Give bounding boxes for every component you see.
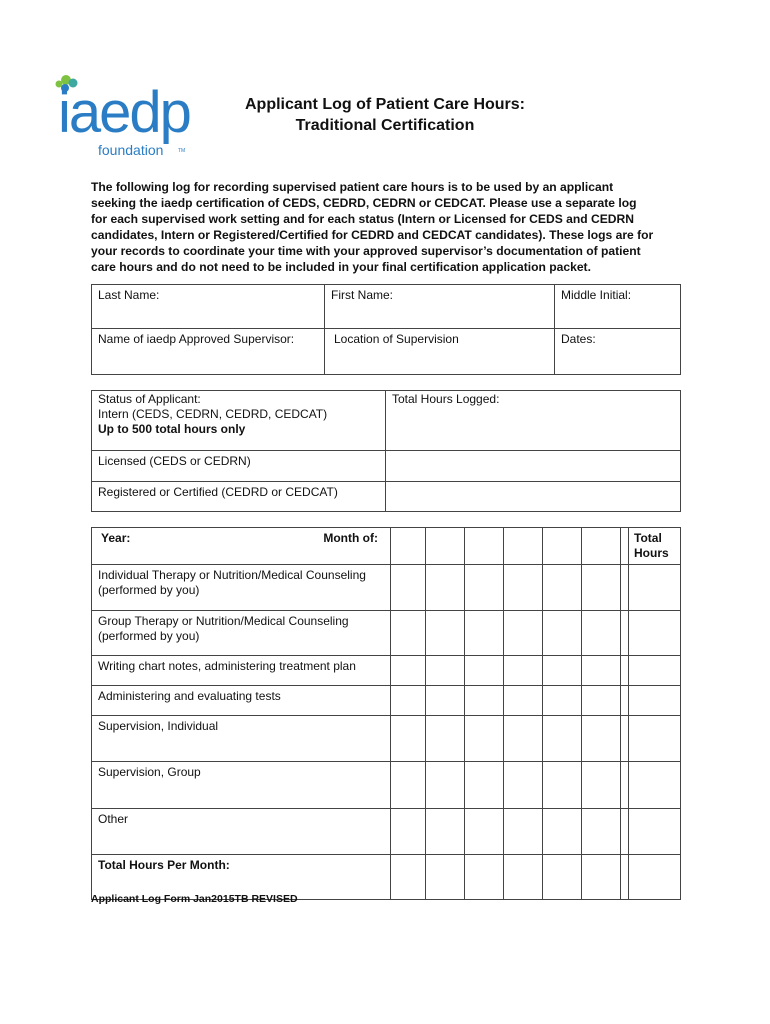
location-field[interactable] [325,329,555,375]
log-row-chart-notes [92,656,681,686]
row-label-line2: (performed by you) [98,629,200,643]
row-total-cell[interactable] [629,686,681,716]
hours-cell[interactable] [426,611,465,656]
svg-text:TM: TM [178,148,186,154]
row-label-line1: Supervision, Group [98,765,201,779]
total-hours-header-line2: Hours [634,546,669,560]
first-name-field[interactable] [325,285,555,329]
status-intern-note: Up to 500 total hours only [98,422,246,436]
month-cell[interactable] [582,528,621,565]
hours-cell[interactable] [426,656,465,686]
middle-initial-field[interactable] [555,285,681,329]
hours-cell[interactable] [426,762,465,809]
row-total-cell[interactable] [629,809,681,855]
total-hours-logged-label: Total Hours Logged: [392,392,500,406]
hours-cell[interactable] [426,716,465,762]
month-label: Month of: [323,531,378,545]
hours-cell[interactable] [504,762,543,809]
hours-cell[interactable] [543,809,582,855]
row-total-cell[interactable] [629,656,681,686]
intro-line: for each supervised work setting and for each status (Intern or Licensed for CEDS and CEDRN [91,211,634,226]
status-licensed-label: Licensed (CEDS or CEDRN) [98,454,251,468]
status-intern-label: Intern (CEDS, CEDRN, CEDRD, CEDCAT) [98,407,328,421]
row-label-line1: Group Therapy or Nutrition/Medical Counseling [98,614,349,628]
row-total-cell[interactable] [629,611,681,656]
log-row-group-therapy [92,611,681,656]
month-cell[interactable] [504,528,543,565]
total-hours-header-line1: Total [634,531,662,545]
hours-cell[interactable] [543,762,582,809]
licensed-hours-field[interactable] [386,451,681,482]
hours-cell[interactable] [504,656,543,686]
supervisor-label: Name of iaedp Approved Supervisor: [98,332,295,346]
month-total-cell[interactable] [426,855,465,900]
total-hours-header [629,528,681,565]
hours-cell[interactable] [391,716,426,762]
hours-cell[interactable] [582,611,621,656]
page-title-line1: Applicant Log of Patient Care Hours: [244,96,525,113]
month-total-cell[interactable] [543,855,582,900]
month-cell[interactable] [391,528,426,565]
hours-cell[interactable] [543,656,582,686]
intro-line: The following log for recording supervised patient care hours is to be used by an applicant [91,180,614,194]
grand-total-cell[interactable] [629,855,681,900]
row-label [92,809,391,855]
hours-cell[interactable] [582,686,621,716]
hours-cell[interactable] [582,716,621,762]
row-label [92,656,391,686]
log-row-individual-therapy [92,565,681,611]
hours-cell[interactable] [582,762,621,809]
hours-cell[interactable] [621,565,629,611]
hours-cell[interactable] [504,686,543,716]
hours-cell[interactable] [426,686,465,716]
month-total-cell[interactable] [504,855,543,900]
hours-cell[interactable] [582,656,621,686]
row-label-line1: Individual Therapy or Nutrition/Medical Counseling [98,568,366,582]
hours-cell[interactable] [543,716,582,762]
hours-cell[interactable] [504,809,543,855]
last-name-label: Last Name: [98,288,160,302]
form-footer: Applicant Log Form Jan2015TB REVISED [91,893,298,905]
log-row-supervision-group [92,762,681,809]
total-per-month-label: Total Hours Per Month: [92,855,391,900]
month-total-cell[interactable] [391,855,426,900]
month-total-cell[interactable] [465,855,504,900]
log-row-tests [92,686,681,716]
row-label [92,762,391,809]
log-row-supervision-individual [92,716,681,762]
location-label: Location of Supervision [334,332,459,346]
intro-line: your records to coordinate your time with your approved supervisor’s documentation of patient [91,243,641,258]
hours-cell[interactable] [582,809,621,855]
hours-cell[interactable] [391,762,426,809]
svg-text:iaedp: iaedp [58,80,190,145]
row-label [92,716,391,762]
hours-cell[interactable] [621,809,629,855]
middle-initial-label: Middle Initial: [561,288,632,302]
row-label-line1: Supervision, Individual [98,719,219,733]
log-row-other [92,809,681,855]
hours-cell[interactable] [391,565,426,611]
row-total-cell[interactable] [629,565,681,611]
row-label [92,686,391,716]
hours-cell[interactable] [543,686,582,716]
hours-cell[interactable] [465,656,504,686]
row-label-line2: (performed by you) [98,583,200,597]
year-month-header [92,528,391,565]
dates-label: Dates: [561,332,596,346]
hours-cell[interactable] [391,656,426,686]
first-name-label: First Name: [331,288,394,302]
hours-cell[interactable] [465,762,504,809]
row-label [92,565,391,611]
total-hours-logged-field[interactable] [386,391,681,451]
status-header: Status of Applicant: [98,392,201,406]
hours-cell[interactable] [465,611,504,656]
status-licensed-cell [92,451,386,482]
hours-cell[interactable] [621,686,629,716]
hours-cell[interactable] [391,686,426,716]
hours-cell[interactable] [465,686,504,716]
hours-cell[interactable] [465,809,504,855]
hours-cell[interactable] [504,565,543,611]
intro-paragraph [91,180,683,275]
hours-cell[interactable] [504,716,543,762]
hours-cell[interactable] [621,762,629,809]
month-total-cell[interactable] [582,855,621,900]
svg-text:foundation: foundation [98,142,164,158]
hours-cell[interactable] [465,565,504,611]
row-label-line1: Writing chart notes, administering treatment plan [98,659,356,673]
intro-line: candidates, Intern or Registered/Certified for CEDRD and CEDCAT candidates). These logs are for [91,227,654,242]
hours-log-table [91,527,681,900]
hours-cell[interactable] [391,809,426,855]
row-label [92,611,391,656]
year-label: Year: [101,531,131,545]
status-table [91,390,681,512]
intro-line: care hours and do not need to be included in your final certification application packet. [91,259,591,274]
logo-graphic [52,70,212,162]
hours-cell[interactable] [543,611,582,656]
dates-field[interactable] [555,329,681,375]
month-cell[interactable] [426,528,465,565]
hours-cell[interactable] [391,611,426,656]
hours-cell[interactable] [543,565,582,611]
row-label-line1: Administering and evaluating tests [98,689,281,703]
hours-cell[interactable] [465,716,504,762]
status-intern-cell [92,391,386,451]
page-title-line2: Traditional Certification [295,117,475,134]
row-total-cell[interactable] [629,716,681,762]
hours-cell[interactable] [621,656,629,686]
intro-line: seeking the iaedp certification of CEDS, CEDRD, CEDRN or CEDCAT. Please use a separate log [91,195,637,210]
applicant-info-table [91,284,681,375]
month-cell[interactable] [465,528,504,565]
hours-cell[interactable] [582,565,621,611]
row-total-cell[interactable] [629,762,681,809]
month-total-cell[interactable] [621,855,629,900]
hours-cell[interactable] [504,611,543,656]
registered-hours-field[interactable] [386,482,681,512]
month-cell[interactable] [621,528,629,565]
hours-cell[interactable] [426,809,465,855]
supervisor-field[interactable] [92,329,325,375]
last-name-field[interactable] [92,285,325,329]
month-cell[interactable] [543,528,582,565]
status-registered-cell [92,482,386,512]
iaedp-foundation-logo [52,70,212,162]
row-label-line1: Other [98,812,129,826]
hours-cell[interactable] [621,611,629,656]
hours-cell[interactable] [426,565,465,611]
hours-cell[interactable] [621,716,629,762]
status-registered-label: Registered or Certified (CEDRD or CEDCAT) [98,485,338,499]
